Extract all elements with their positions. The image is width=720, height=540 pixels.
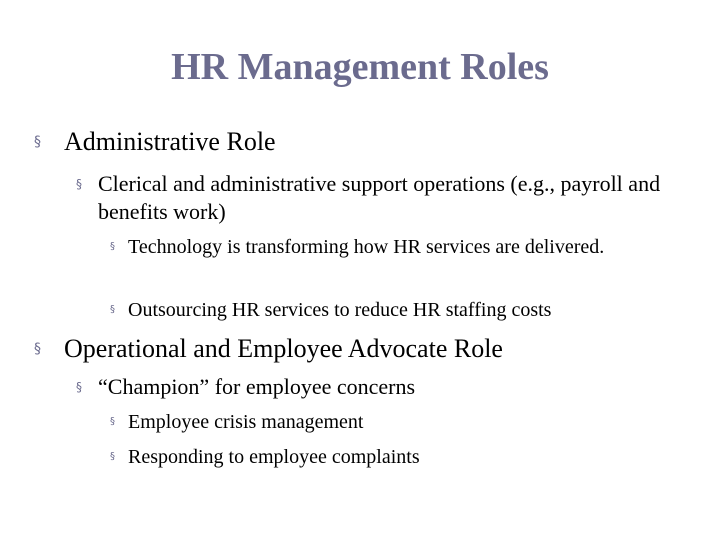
bullet-text: “Champion” for employee concerns — [98, 374, 416, 399]
bullet-item-operational-role — [34, 334, 503, 364]
bullet-marker: § — [34, 134, 41, 150]
bullet-marker: § — [34, 341, 41, 357]
bullet-item-clerical-support — [76, 170, 678, 226]
bullet-text: Administrative Role — [64, 127, 276, 156]
bullet-item-complaints — [110, 444, 708, 470]
bullet-marker: § — [110, 416, 115, 427]
bullet-marker: § — [110, 451, 115, 462]
slide-title: HR Management Roles — [171, 46, 549, 88]
bullet-text: Responding to employee complaints — [128, 446, 420, 468]
bullet-item-crisis-management — [110, 409, 708, 435]
bullet-marker: § — [110, 304, 115, 315]
bullet-item-outsourcing — [110, 297, 708, 323]
bullet-marker: § — [110, 241, 115, 252]
bullet-marker: § — [76, 177, 82, 191]
bullet-item-champion — [76, 373, 678, 401]
bullet-item-technology — [110, 234, 708, 260]
bullet-marker: § — [76, 380, 82, 394]
bullet-text: Outsourcing HR services to reduce HR staffing costs — [128, 299, 552, 321]
bullet-text: Employee crisis management — [128, 411, 364, 433]
bullet-item-administrative-role — [34, 127, 276, 157]
bullet-text: Clerical and administrative support operations (e.g., payroll and benefits work) — [98, 171, 661, 224]
bullet-text: Operational and Employee Advocate Role — [64, 334, 503, 363]
bullet-text: Technology is transforming how HR services are delivered. — [128, 236, 605, 258]
